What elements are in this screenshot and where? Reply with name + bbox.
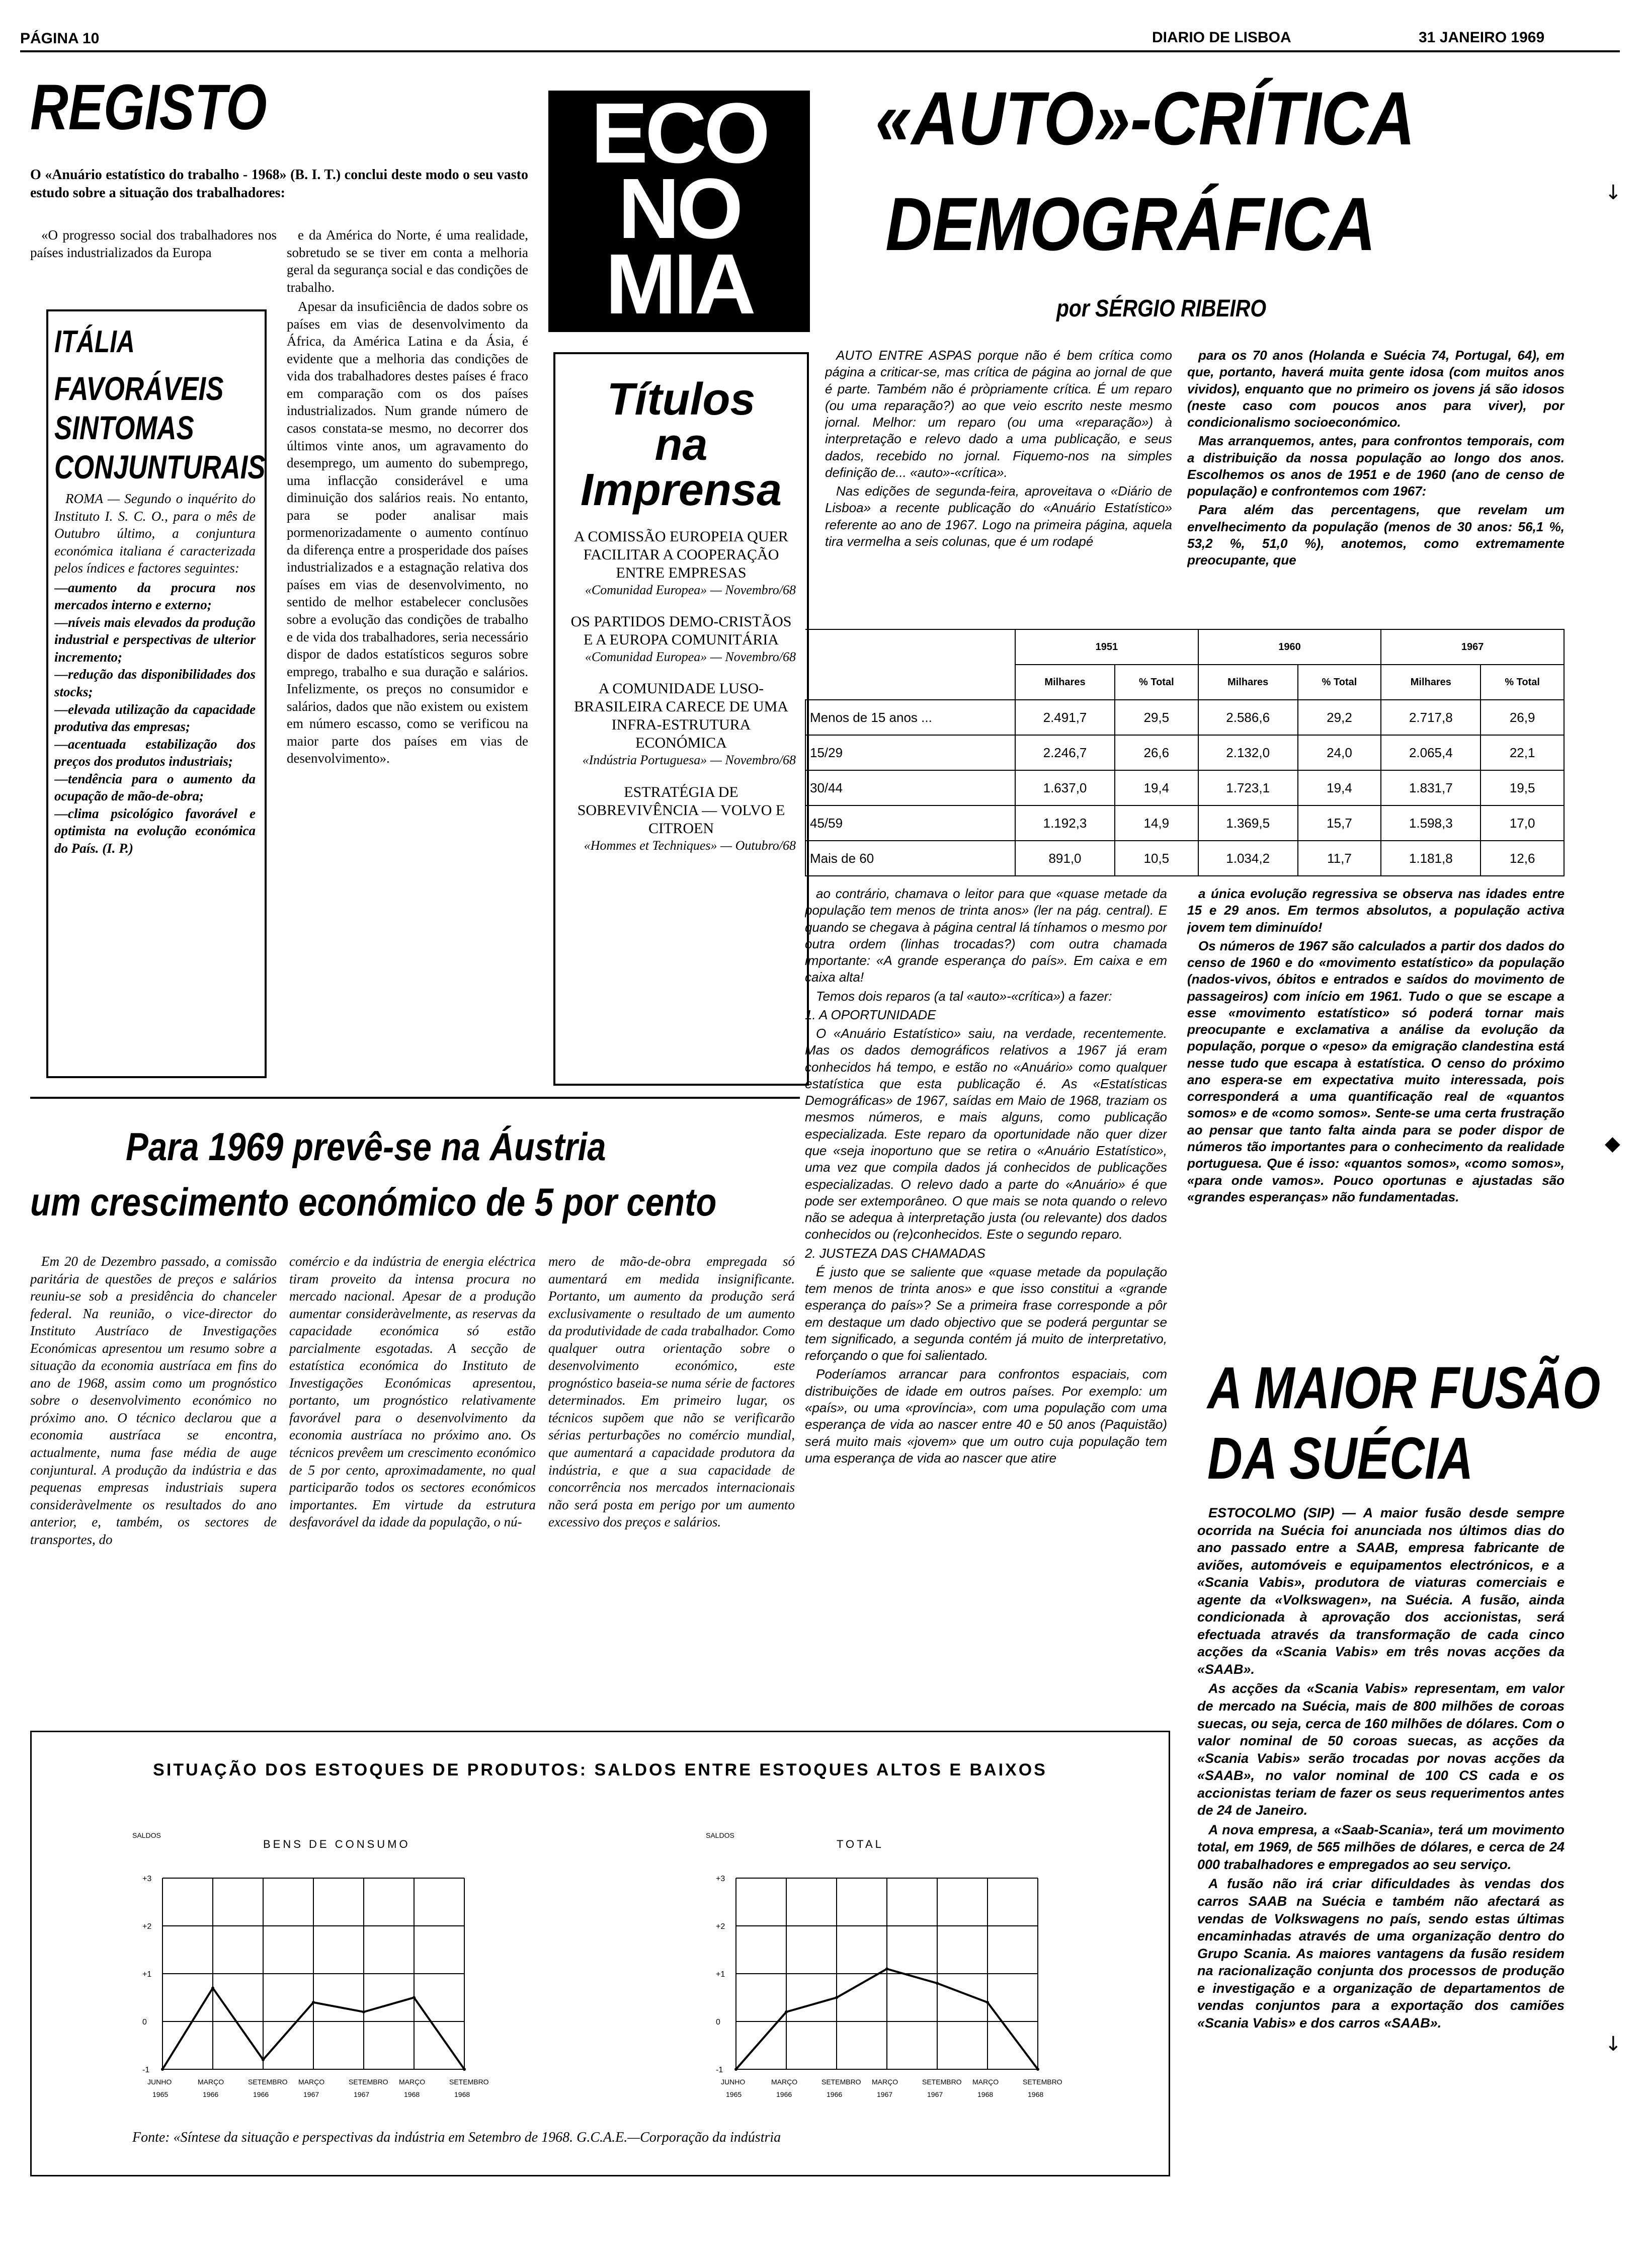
x-tick-label: MARÇO — [198, 2078, 224, 2086]
data-point — [734, 2068, 737, 2071]
y-axis-label: SALDOS — [132, 1831, 161, 1839]
titulo-source: «Hommes et Techniques» — Outubro/68 — [584, 838, 796, 853]
data-point — [463, 2068, 466, 2071]
titulos-title-line: Imprensa — [580, 465, 782, 515]
x-tick-label: 1967 — [303, 2090, 319, 2098]
y-tick-label: 0 — [716, 2018, 720, 2027]
margin-arrow-icon: ↓ — [1605, 181, 1622, 204]
titulo-headline: ESTRATÉGIA DE SOBREVIVÊNCIA — VOLVO E CITROEN — [577, 783, 785, 837]
suecia-body: ESTOCOLMO (SIP) — A maior fusão desde sempre ocorrida na Suécia foi anunciada nos últimos dias do ano passado entre a SAAB, empresa fabricante de aviões, automóveis e equipamentos electrónicos, e a «Scania Vabis», produtora de viaturas comerciais e agente da «Volkswagen», na Suécia. A fusão, ainda condicionada à aprovação dos accionistas, será efectuada através da transformação de cada cinco acções da «Scania Vabis» em três novas acções da «SAAB». As acções da «Scania Vabis» representam, em valor de mercado na Suécia, mais de 800 milhões de coroas suecas, ou seja, cerca de 160 milhões de dólares. Com o valor nominal de 50 coroas suecas, as acções da «Scania Vabis» serão trocadas por novas acções da «SAAB», no valor nominal de 100 CS cada e os accionistas teriam de fazer os seus requerimentos antes de 24 de Janeiro. A nova empresa, a «Saab-Scania», terá um movimento total, em 1969, de 565 milhões de dólares, e cerca de 24 000 trabalhadores e empregados ao seu serviço. A fusão não irá criar dificuldades às vendas dos carros SAAB na Suécia e também não afectará as vendas de Volkswagens no país, sendo estas últimas encaminhadas através de uma organização dentro do Grupo Scania. As maiores vantagens da fusão residem na racionalização conjunta dos processos de produção e investigação e a organização de departamentos de vendas conjuntos para a exportação dos camiões «Scania Vabis» e dos carros «SAAB». — [1197, 1505, 1565, 2031]
column-header: Milhares — [1015, 665, 1115, 700]
issue-date: 31 JANEIRO 1969 — [1419, 29, 1545, 46]
y-tick-label: +1 — [142, 1970, 152, 1979]
suecia-title-line: DA SUÉCIA — [1207, 1425, 1473, 1492]
year-header: 1967 — [1381, 629, 1564, 665]
list-item: —elevada utilização da capacidade produtiva das empresas; — [54, 701, 256, 735]
y-tick-label: +2 — [716, 1922, 725, 1931]
masthead-rule — [20, 50, 1620, 52]
y-tick-label: -1 — [142, 2066, 150, 2074]
table-row: 30/44 1.637,0 19,4 1.723,1 19,4 1.831,7 19,5 — [805, 770, 1564, 805]
list-item: —níveis mais elevados da produção industrial e perspectivas de ulterior incremento; — [54, 614, 256, 665]
x-tick-label: MARÇO — [771, 2078, 798, 2086]
column-header: % Total — [1115, 665, 1198, 700]
x-tick-label: MARÇO — [399, 2078, 426, 2086]
x-tick-label: SETEMBRO — [248, 2078, 288, 2086]
italia-list — [54, 579, 256, 857]
italia-body: ROMA — Segundo o inquérito do Instituto I. S. C. O., para o mês de Outubro último, a conjuntura económica italiana é caracterizada pelos índices e factores seguintes: —aumento da procura nos mercados interno e externo; —níveis mais elevados da produção industrial e perspectivas de ulterior incremento; —redução das disponibilidades dos stocks; —elevada utilização da capacidade produtiva das empresas; —acentuada estabilização dos preços dos produtos industriais; —tendência para o aumento da ocupação de mão-de-obra; —clima psicológico favorável e optimista na evolução económica do País. (I. P.) — [54, 490, 256, 1069]
margin-arrow-icon: ◆ — [1605, 1132, 1620, 1155]
austria-title-line: Para 1969 prevê-se na Áustria — [126, 1124, 606, 1169]
y-tick-label: +2 — [142, 1922, 152, 1931]
list-item: —aumento da procura nos mercados interno e externo; — [54, 580, 256, 613]
x-tick-label: SETEMBRO — [1023, 2078, 1062, 2086]
section-rule — [30, 1097, 800, 1099]
list-item — [566, 528, 796, 598]
data-point — [785, 2010, 788, 2013]
titulo-source: «Indústria Portuguesa» — Novembro/68 — [582, 753, 796, 768]
registo-title: REGISTO — [30, 71, 267, 143]
titulos-header — [555, 374, 807, 515]
table-row: 15/29 2.246,7 26,6 2.132,0 24,0 2.065,4 22,1 — [805, 735, 1564, 770]
y-tick-label: +1 — [716, 1970, 725, 1979]
autocritica-col-a: AUTO ENTRE ASPAS porque não é bem crítica como página a criticar-se, mas crítica de página ao jornal de que é parte. Também não é pròpriamente crítica. É um reparo (ou uma reparação?) ao que veio escrito neste mesmo jornal. Melhor: um reparo (ou uma «reparação») à interpretação e relevo dado a uma publicação, e seus dados, recebido no jornal. Fiquemo-nos na simples definição de... «auto»-«crítica». Nas edições de segunda-feira, aproveitava o «Diário de Lisboa» a recente publicação do «Anuário Estatístico» referente ao ano de 1967. Logo na primeira página, aquela tira vermelha a seis colunas, que é um rodapé — [825, 348, 1172, 549]
column-header: Milhares — [1198, 665, 1298, 700]
x-tick-label: SETEMBRO — [449, 2078, 489, 2086]
economia-logo-line: NO — [618, 161, 741, 257]
italia-title-line: FAVORÁVEIS — [54, 370, 224, 407]
data-point — [262, 2058, 265, 2061]
x-tick-label: JUNHO — [147, 2078, 172, 2086]
panel-title: BENS DE CONSUMO — [263, 1838, 410, 1850]
page-number: PÁGINA 10 — [20, 30, 100, 47]
list-item — [566, 783, 796, 853]
austria-col3: mero de mão-de-obra empregada só aumentará em medida insignificante. Portanto, um aumento da produção será exclusivamente o resultado de um aumento da produtividade de cada trabalhador. Como qualquer outra orientação sobre o desenvolvimento económico, este prognóstico baseia-se numa série de factores determinados. Em primeiro lugar, os técnicos supõem que não se verificarão sérias perturbações no comércio mundial, que aumentará a capacidade produtora da indústria, e que a sua capacidade de concorrência nos mercados internacionais não será posta em perigo por um aumento excessivo dos preços e salários. — [548, 1254, 795, 1530]
titulo-headline: OS PARTIDOS DEMO-CRISTÃOS E A EUROPA COMUNITÁRIA — [570, 613, 792, 649]
x-tick-label: 1966 — [203, 2090, 219, 2098]
titulo-source: «Comunidad Europea» — Novembro/68 — [585, 583, 796, 597]
x-tick-label: 1967 — [927, 2090, 943, 2098]
x-tick-label: 1968 — [977, 2090, 994, 2098]
x-tick-label: MARÇO — [872, 2078, 898, 2086]
x-tick-label: MARÇO — [298, 2078, 325, 2086]
y-tick-label: -1 — [716, 2066, 723, 2074]
y-tick-label: +3 — [716, 1875, 725, 1883]
column-header: Milhares — [1381, 665, 1481, 700]
newspaper-name: DIARIO DE LISBOA — [1152, 29, 1291, 46]
data-point — [986, 2001, 989, 2004]
data-point — [211, 1987, 214, 1990]
data-point — [413, 1996, 416, 1999]
economia-logo-line: MIA — [605, 236, 753, 332]
economia-logo-line: ECO — [591, 86, 768, 181]
autocritica-col-c: ao contrário, chamava o leitor para que «quase metade da população tem menos de trinta anos» (ler na pág. central). E quando se chegava à página central lá tínhamos o mesmo por outra ordem (linhas trocadas?) com outra chamada importante: «A grande esperança do país». Em caixa e em caixa alta! Temos dois reparos (a tal «auto»-«crítica») a fazer: 1. A OPORTUNIDADE O «Anuário Estatístico» saiu, na verdade, recentemente. Mas os dados demográficos relativos a 1967 já eram conhecidos há tempo, e estão no «Anuário» como qualquer estatística que esta publicação é. As «Estatísticas Demográficas» de 1967, saídas em Maio de 1968, traziam os mesmos números, e mais alguns, como publicação especializada. Este reparo da oportunidade não quer dizer que «seja inoportuno que se retira o «Anuário Estatístico», uma vez que compila dados já conhecidos de publicações especializadas. O relevo dado a parte do «Anuário» é que pode ser extemporâneo. O que mais se nota quando o relevo não se adequa à interpretação justa (ou relevante) dos dados conhecidos ou (re)conhecidos. Este o segundo reparo. 2. JUSTEZA DAS CHAMADAS É justo que se saliente que «quase metade da população tem menos de trinta anos» e que isso constitui a «grande esperança do país»? Se a primeira frase corresponde a pôr em destaque um dado objectivo que se poderá perguntar se tem significado, a segunda contém já muito de interpretativo, reforçando o que foi salientado. Poderíamos arrancar para confrontos espaciais, com distribuições de idade em outros países. Por exemplo: um «país», ou uma «província», com uma população com uma esperança de vida ao nascer entre 40 e 50 anos (Paquistão) será muito mais «jovem» que um outro cuja população tem uma esperança de vida ao nascer que atire — [805, 886, 1167, 1466]
italia-title-line: SINTOMAS — [54, 409, 194, 446]
x-tick-label: SETEMBRO — [349, 2078, 388, 2086]
italia-kicker: ITÁLIA — [54, 325, 135, 359]
x-tick-label: 1967 — [877, 2090, 893, 2098]
data-point — [885, 1968, 888, 1971]
italia-box — [46, 309, 267, 1078]
data-point — [362, 2010, 365, 2013]
x-tick-label: 1966 — [827, 2090, 843, 2098]
list-item: —clima psicológico favorável e optimista na evolução económica do País. (I. P.) — [54, 805, 256, 856]
year-header: 1951 — [1015, 629, 1198, 665]
x-tick-label: 1965 — [152, 2090, 169, 2098]
registo-col1: «O progresso social dos trabalhadores nos países industrializados da Europa — [30, 227, 277, 260]
titulo-headline: A COMUNIDADE LUSO-BRASILEIRA CARECE DE UMA INFRA-ESTRUTURA ECONÓMICA — [574, 680, 788, 752]
x-tick-label: MARÇO — [972, 2078, 999, 2086]
table-row: Menos de 15 anos ... 2.491,7 29,5 2.586,6 29,2 2.717,8 26,9 — [805, 700, 1564, 735]
list-item: —tendência para o aumento da ocupação de mão-de-obra; — [54, 771, 256, 804]
austria-col2: comércio e da indústria de energia eléctrica tiram proveito da intensa procura no mercado nacional. Apesar de a produção aumentar consideràvelmente, as reservas da capacidade económica só estão parcialmente esgotadas. A secção de estatística económica do Instituto de Investigações Económicas apresentou, portanto, um prognóstico relativamente favorável para o desenvolvimento da economia austríaca no próximo ano. Os técnicos prevêem um crescimento económico de 5 por cento, aproximadamente, no qual participarão todos os sectores económicos importantes. Em virtude da estrutura desfavorável da idade da população, o nú- — [289, 1254, 536, 1530]
table-row: Mais de 60 891,0 10,5 1.034,2 11,7 1.181,8 12,6 — [805, 841, 1564, 876]
titulos-title-line: Títulos — [607, 374, 756, 425]
y-tick-label: 0 — [142, 2018, 147, 2027]
italia-headline — [54, 372, 318, 483]
chart-title: SITUAÇÃO DOS ESTOQUES DE PRODUTOS: SALDOS ENTRE ESTOQUES ALTOS E BAIXOS — [153, 1760, 1047, 1779]
list-item: —acentuada estabilização dos preços dos produtos industriais; — [54, 736, 256, 769]
x-tick-label: 1967 — [354, 2090, 370, 2098]
titulos-title-line: na — [654, 420, 708, 470]
x-tick-label: 1968 — [454, 2090, 470, 2098]
autocritica-title-line: DEMOGRÁFICA — [885, 182, 1376, 266]
x-tick-label: 1965 — [726, 2090, 742, 2098]
demography-table — [805, 629, 1565, 876]
x-tick-label: SETEMBRO — [821, 2078, 861, 2086]
data-point — [312, 2001, 315, 2004]
column-header: % Total — [1298, 665, 1381, 700]
titulo-headline: A COMISSÃO EUROPEIA QUER FACILITAR A COOPERAÇÃO ENTRE EMPRESAS — [574, 528, 788, 581]
registo-intro: O «Anuário estatístico do trabalho - 1968» (B. I. T.) conclui deste modo o seu vasto estudo sobre a situação dos trabalhadores: — [30, 167, 528, 201]
list-item — [566, 613, 796, 665]
list-item — [566, 680, 796, 768]
titulos-list — [555, 513, 807, 853]
data-point — [1036, 2068, 1039, 2071]
column-header: % Total — [1481, 665, 1564, 700]
x-tick-label: 1968 — [1028, 2090, 1044, 2098]
suecia-title-line: A MAIOR FUSÃO — [1207, 1355, 1601, 1421]
austria-col1: Em 20 de Dezembro passado, a comissão paritária de questões de preços e salários reuniu-se sob a presidência do chanceler federal. Na reunião, o vice-director do Instituto Austríaco de Investigações Económicas apresentou um resumo sobre a situação da economia austríaca em fins do ano de 1968, assim como um prognóstico sobre o desenvolvimento económico no próximo ano. O técnico declarou que a economia austríaca se encontra, actualmente, numa fase média de auge conjuntural. A produção da indústria e das pequenas empresas industriais supera consideràvelmente os resultados do ano anterior, e, também, os sectores de transportes, do — [30, 1254, 277, 1547]
chart-svg — [32, 1783, 1166, 2165]
x-tick-label: 1966 — [253, 2090, 269, 2098]
data-point — [835, 1996, 838, 1999]
titulo-source: «Comunidad Europea» — Novembro/68 — [585, 650, 796, 665]
austria-title-line: um crescimento económico de 5 por cento — [30, 1180, 717, 1224]
table-row: 45/59 1.192,3 14,9 1.369,5 15,7 1.598,3 17,0 — [805, 805, 1564, 841]
autocritica-byline: por SÉRGIO RIBEIRO — [1056, 295, 1267, 322]
registo-col2: e da América do Norte, é uma realidade, sobretudo se se tiver em conta a melhoria geral da segurança social e das condições de trabalho. Apesar da insuficiência de dados sobre os países em vias de desenvolvimento da África, da América Latina e da Ásia, é evidente que a melhoria das condições de vida dos trabalhadores destes países é fraco em comparação com os dos países industrializados. Num grande número de casos constata-se mesmo, no decorrer dos últimos vinte anos, um agravamento do desemprego, um aumento do subemprego, uma inflacção considerável e uma diminuição dos salários reais. No entanto, para se poder analisar mais pormenorizadamente o aumento contínuo da diferença entre a prosperidade dos países industrializados e a estagnação relativa dos países em vias de desenvolvimento, no sentido de melhor estabelecer conclusões sobre a evolução das condições de trabalho e de vida dos trabalhadores, seria necessário dispor de dados estatísticos seguros sobre emprego, trabalho e sua duração e salários. Infelizmente, os preços no consumidor e salários, dados que não existem ou existem em número escasso, como se verificou na maior parte dos países em vias de desenvolvimento». — [287, 227, 528, 766]
autocritica-title-line: «AUTO»-CRÍTICA — [875, 76, 1415, 160]
x-tick-label: SETEMBRO — [922, 2078, 962, 2086]
autocritica-col-b: para os 70 anos (Holanda e Suécia 74, Portugal, 64), em que, portanto, haverá muita gente idosa (com muitos anos vividos), enquanto que no primeiro os jovens já são idosos (neste caso com poucos anos para viver), por condicionalismo socioeconómico. Mas arranquemos, antes, para confrontos temporais, com a distribuição da nossa população ao longo dos anos. Escolhemos os anos de 1951 e de 1960 (ano de censo de população) e confrontemos com 1967: Para além das percentagens, que revelam um envelhecimento da população (menos de 30 anos: 56,1 %, 53,2 %, 51,0 %), anotemos, como extremamente preocupante, que — [1187, 348, 1565, 568]
y-axis-label: SALDOS — [706, 1831, 734, 1839]
list-item: —redução das disponibilidades dos stocks; — [54, 667, 256, 700]
autocritica-col-d: a única evolução regressiva se observa nas idades entre 15 e 29 anos. Em termos absolutos, a população activa jovem tem diminuído! Os números de 1967 são calculados a partir dos dados do censo de 1960 e do «movimento estatístico» da população (nados-vivos, óbitos e entrados e saídos do movimento de passageiros) com início em 1961. Tudo o que se escape a esse «movimento estatístico» só poderá tornar mais preocupante e exclamativa a análise da evolução da população, porque o «peso» da emigração clandestina está nesse tudo que escapa à estatística. O censo do próximo ano espera-se em expectativa muito interessada, pois corresponderá a uma quantificação real de «quantos somos» e de «como somos». Sente-se uma certa frustração ao pensar que tanto falta ainda para se poder dispor de números tão importantes para o conhecimento da realidade portuguesa. Que é isso: «quantos somos», «como somos», «para onde vamos». Pouco oportunas e ajustadas são «grandes esperanças» não fundamentadas. — [1187, 886, 1565, 1204]
x-tick-label: JUNHO — [721, 2078, 746, 2086]
margin-arrow-icon: ↓ — [1605, 2033, 1622, 2056]
data-point — [936, 1982, 939, 1985]
x-tick-label: 1968 — [404, 2090, 420, 2098]
chart-source: Fonte: «Síntese da situação e perspectivas da indústria em Setembro de 1968. G.C.A.E.—Corporação da indústria — [132, 2130, 781, 2145]
titulos-box — [553, 352, 809, 1086]
panel-title: TOTAL — [837, 1838, 884, 1850]
economia-logo — [548, 86, 810, 332]
x-tick-label: 1966 — [776, 2090, 792, 2098]
year-header: 1960 — [1198, 629, 1381, 665]
data-point — [161, 2068, 164, 2071]
y-tick-label: +3 — [142, 1875, 152, 1883]
italia-title-line: CONJUNTURAIS — [54, 448, 266, 485]
stocks-chart — [30, 1731, 1170, 2176]
